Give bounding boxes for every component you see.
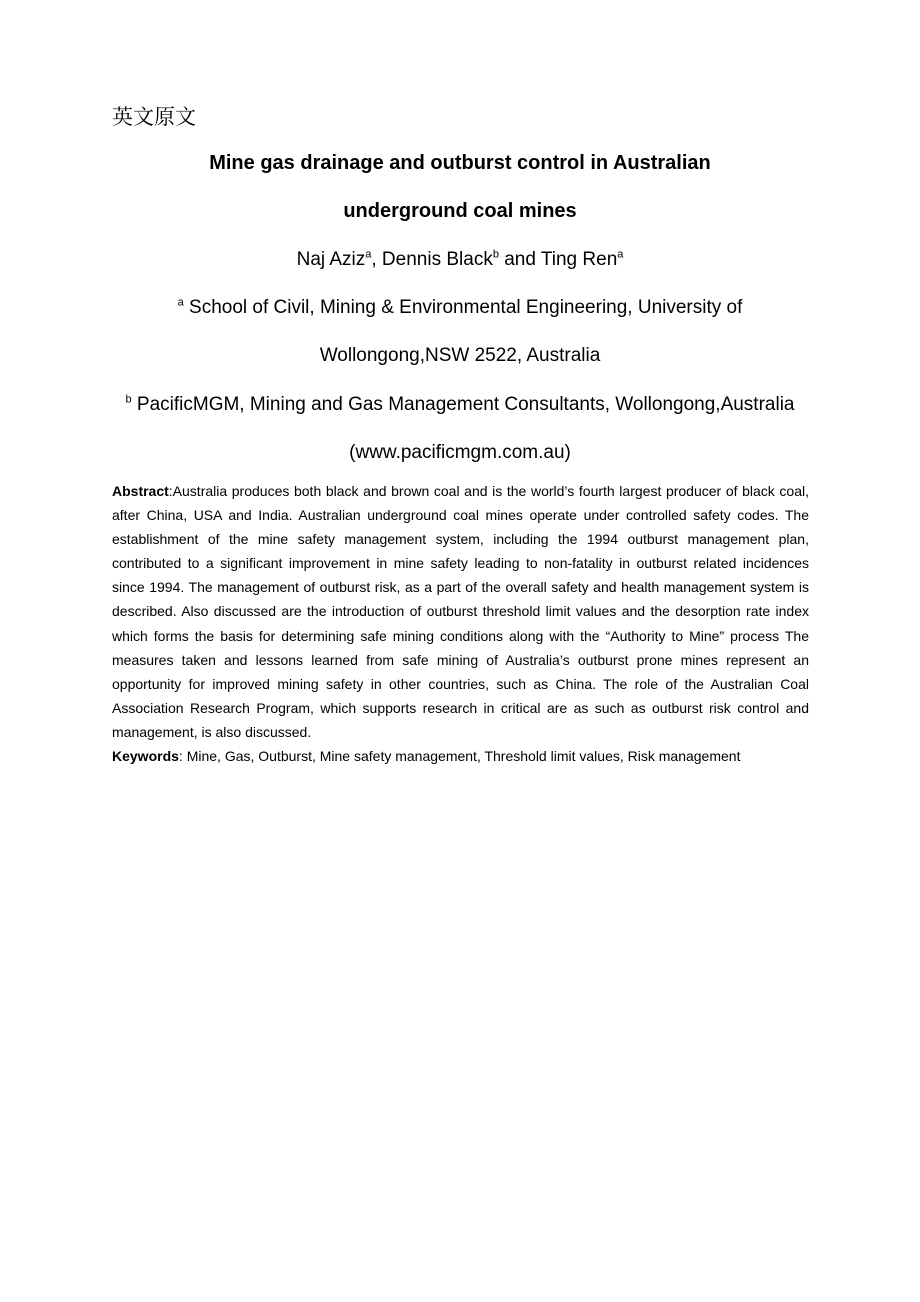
author-aziz: Naj Aziz: [296, 249, 366, 270]
author-black: , Dennis Black: [371, 249, 493, 270]
paper-title-line-2: underground coal mines: [343, 200, 577, 222]
author-black-affiliation-mark: b: [492, 248, 499, 261]
author-aziz-affiliation-mark: a: [365, 248, 372, 261]
keywords-line: [112, 744, 809, 768]
author-list: [0, 249, 920, 271]
keywords-label: Keywords: [112, 748, 179, 764]
affiliation-a-mark: a: [177, 296, 184, 309]
author-ren-affiliation-mark: a: [617, 248, 624, 261]
abstract-label: Abstract: [112, 483, 169, 499]
keywords-text: : Mine, Gas, Outburst, Mine safety management, Threshold limit values, Risk management: [178, 748, 741, 764]
affiliation-b-url: (www.pacificmgm.com.au): [349, 442, 571, 463]
affiliation-b-line-1: [0, 394, 920, 416]
author-ren: and Ting Ren: [498, 249, 618, 270]
affiliation-a-line-1: [0, 297, 920, 319]
affiliation-b-mark: b: [125, 393, 132, 406]
paper-title-line-1: Mine gas drainage and outburst control in Australian: [209, 152, 711, 174]
affiliation-b-text: PacificMGM, Mining and Gas Management Consultants, Wollongong,Australia: [136, 394, 795, 415]
affiliation-a-text: School of Civil, Mining & Environmental Engineering, University of: [189, 297, 743, 318]
abstract-text: :Australia produces both black and brown coal and is the world’s fourth largest producer of black coal, after China, USA and India. Australian underground coal mines operate under controlled safety codes. The establishment of the mine safety management system, including the 1994 outburst management plan, contributed to a significant improvement in mine safety leading to non-fatality in outburst related incidences since 1994. The management of outburst risk, as a part of the overall safety and health management system is described. Also discussed are the introduction of outburst threshold limit values and the desorption rate index which forms the basis for determining safe mining conditions along with the “Authority to Mine” process The measures taken and lessons learned from safe mining of Australia’s outburst prone mines represent an opportunity for improved mining safety in other countries, such as China. The role of the Australian Coal Association Research Program, which supports research in critical are as such as outburst risk control and management, is also discussed.: [112, 483, 809, 740]
section-label: 英文原文: [112, 105, 196, 129]
affiliation-a-line-2: Wollongong,NSW 2522, Australia: [319, 345, 601, 366]
abstract-paragraph: [112, 479, 809, 744]
